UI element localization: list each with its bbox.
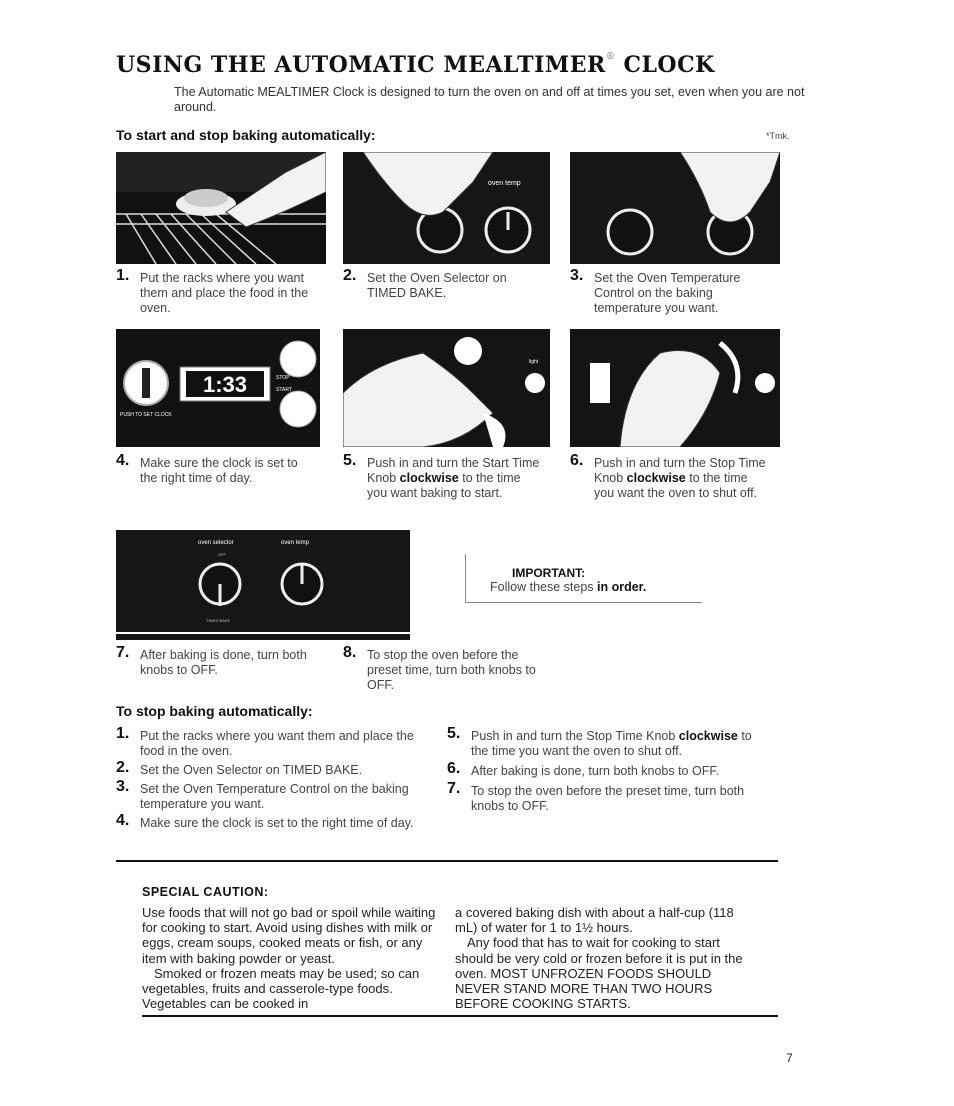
list-item: 5. Push in and turn the Stop Time Knob clockwise to the time you want the oven to shut off. [447,725,752,758]
list-item: 1. Put the racks where you want them and place the food in the oven. [116,725,414,758]
section-divider [116,860,778,862]
step-3: 3. Set the Oven Temperature Control on the baking temperature you want. [570,267,741,315]
list-item: 4. Make sure the clock is set to the right time of day. [116,812,414,830]
stop-auto-list-left [116,725,426,831]
step-1: 1. Put the racks where you want them and place the food in the oven. [116,267,309,315]
photo-oven-temp-hand [570,152,780,264]
stop-auto-heading: To stop baking automatically: [116,703,313,719]
step-2: 2. Set the Oven Selector on TIMED BAKE. [343,267,507,300]
list-item: 3. Set the Oven Temperature Control on the baking temperature you want. [116,778,409,811]
caution-paragraph: Any food that has to wait for cooking to start should be very cold or frozen before it is put in the oven. MOST UNFROZEN FOODS SHOULD NEVER STAND MORE THAN TWO HOURS BEFORE COOKING STARTS. [455,935,743,1012]
step-4: 4. Make sure the clock is set to the right time of day. [116,452,298,485]
important-text: Follow these steps in order. [490,580,647,594]
photo-stop-knob-hand [570,323,780,447]
oven-temp-panel-label: oven temp [281,540,310,546]
off-label: OFF [218,552,226,557]
photo-control-panel [116,524,410,640]
caution-heading: SPECIAL CAUTION: [142,885,269,899]
push-to-set-clock-label: PUSH TO SET CLOCK [120,412,172,418]
photo-start-knob-hand [343,323,550,447]
step-6: 6. Push in and turn the Stop Time Knob clockwise to the time you want the oven to shut off. [570,452,766,500]
list-item: 7. To stop the oven before the preset time, turn both knobs to OFF. [447,780,745,813]
intro-text: The Automatic MEALTIMER Clock is designed to turn the oven on and off at times you set, even when you are not around. [174,85,805,114]
trademark-note: *Tmk. [766,131,790,141]
footer-divider [142,1015,778,1017]
important-note [465,554,702,603]
caution-paragraph: Smoked or frozen meats may be used; so can vegetables, fruits and casserole-type foods. Vegetables can be cooked in [142,965,420,1012]
step-5: 5. Push in and turn the Start Time Knob clockwise to the time you want baking to start. [343,452,540,500]
step-7: 7. After baking is done, turn both knobs to OFF. [116,644,307,677]
registered-mark: ® [605,52,616,62]
caution-right-column [455,905,755,1011]
caution-paragraph: a covered baking dish with about a half-cup (118 mL) of water for 1 to 1½ hours. [455,905,734,936]
page-title: USING THE AUTOMATIC MEALTIMER® CLOCK [116,52,715,78]
oven-temp-label: oven temp [488,180,521,187]
clock-time-readout: 1:33 [202,372,248,397]
list-item: 6. After baking is done, turn both knobs to OFF. [447,760,720,778]
caution-paragraph: Use foods that will not go bad or spoil while waiting for cooking to start. Avoid using dishes with milk or eggs, cream soups, cooked meats or fish, or any item with baking powder or yeast. [142,905,436,966]
start-stop-heading: To start and stop baking automatically: [116,127,376,143]
important-heading: IMPORTANT: [512,566,586,580]
start-label: START [276,387,292,393]
timed-bake-label: TIMED BAKE [206,618,231,623]
page-number: 7 [786,1051,793,1065]
oven-selector-label: oven selector [198,540,234,546]
photo-racks-food [116,152,326,264]
light-label: light [529,359,539,365]
list-item: 2. Set the Oven Selector on TIMED BAKE. [116,759,363,777]
stop-auto-list-right [447,725,767,814]
stop-label: STOP [276,375,290,381]
step-8: 8. To stop the oven before the preset time, turn both knobs to OFF. [343,644,536,692]
caution-left-column [142,905,438,1011]
photo-oven-selector-hand [343,152,550,264]
photo-clock-display [116,323,320,447]
